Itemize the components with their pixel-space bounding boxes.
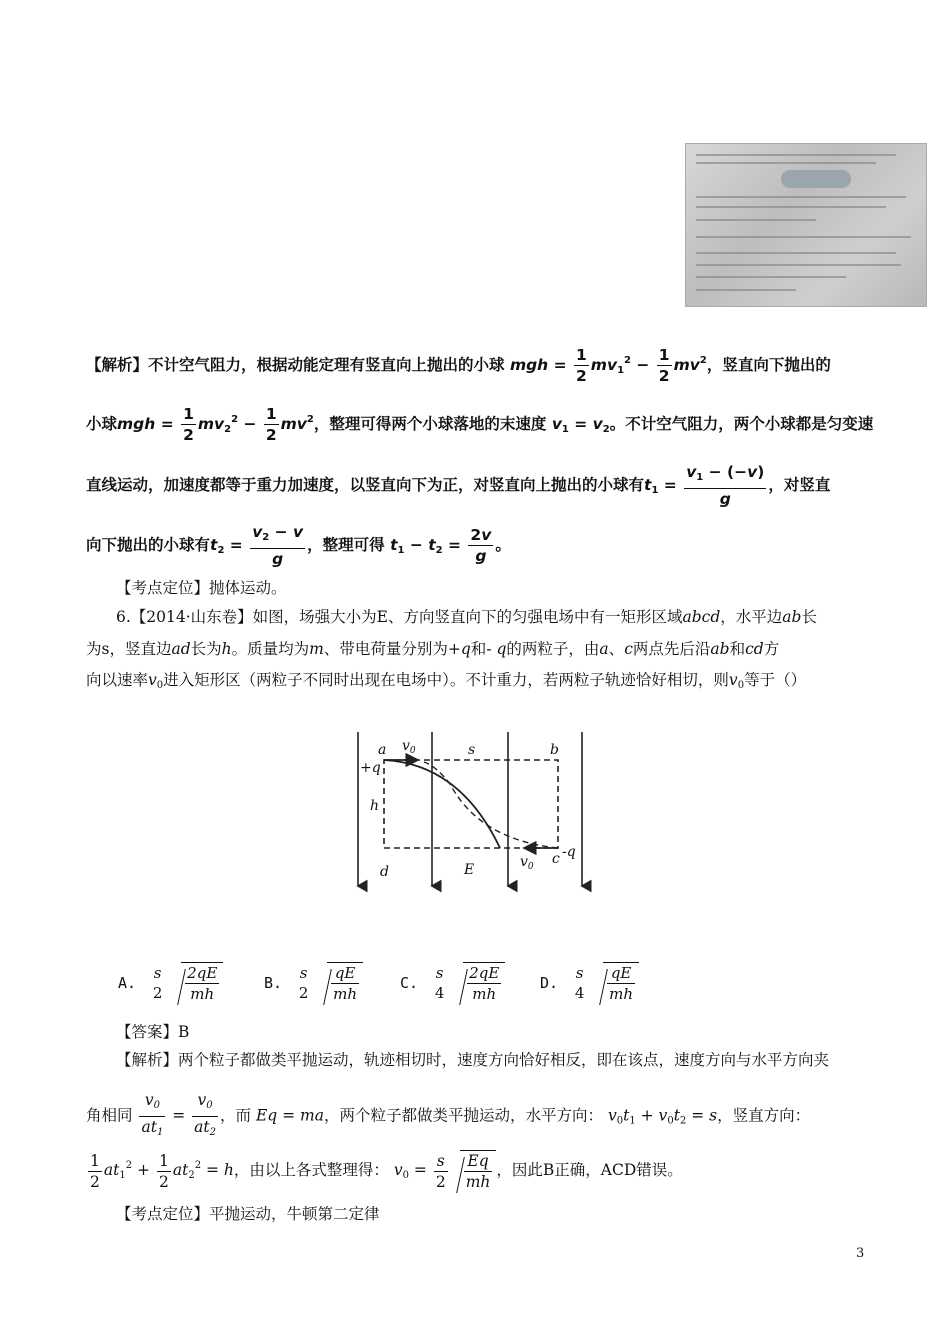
label-s: s — [468, 742, 476, 758]
option-c[interactable]: C. s 4 $\frac{2qE}{mh}$ — [400, 962, 505, 1004]
option-b[interactable]: B. s 2 $\frac{qE}{mh}$ — [264, 962, 363, 1004]
label-d: d — [380, 864, 389, 880]
analysis2-line-3: $\frac{1}{2}$ $at_1^2$ + $\frac{1}{2}$ $at_2^2 = h$，由以上各式整理得： $v_0$ = $\frac{s}{2}$ $\frac{Eq}{mh}$ ，因此B正确，ACD错误。 — [90, 1151, 683, 1191]
label-h: h — [370, 798, 380, 814]
analysis-line-3: 直线运动，加速度都等于重力加速度，以竖直向下为正，对竖直向上抛出的小球有$t_1$ = $\frac{v_1 - (-v)}{g}$ ，对竖直 — [86, 463, 831, 508]
trajectory-plus — [384, 760, 500, 848]
label-b: b — [550, 742, 559, 758]
analysis2-line-2: 角相同 $\frac{v_0}{at_1}$ = $\frac{v_0}{at_2}$ ，而 Eq = ma，两个粒子都做类平抛运动，水平方向： $v_0t_1 + v_0t_2 = s$，竖直方向： — [86, 1091, 811, 1138]
trajectory-minus — [424, 762, 558, 848]
question-6-line-3: 向以速率$v_0$进入矩形区（两粒子不同时出现在电场中）。不计重力，若两粒子轨迹恰好相切，则$v_0$等于（） — [86, 671, 807, 691]
key-point-2: 【考点定位】平抛运动，牛顿第二定律 — [116, 1205, 380, 1223]
label-minus-q: -q — [562, 844, 576, 860]
option-a[interactable]: A. s 2 $\frac{2qE}{mh}$ — [118, 962, 223, 1004]
label-a: a — [378, 742, 387, 758]
logo-icon — [781, 170, 851, 188]
key-point-1: 【考点定位】抛体运动。 — [116, 579, 287, 597]
analysis2-line-1: 【解析】两个粒子都做类平抛运动，轨迹相切时，速度方向恰好相反，即在该点，速度方向与水平方向夹 — [116, 1051, 830, 1069]
label-E: E — [464, 862, 475, 878]
label-v0-top: $v_0$ — [402, 738, 416, 756]
question-6-line-2: 为s，竖直边ad长为h。质量均为m、带电荷量分别为+q和- q的两粒子，由a、c两点先后沿ab和cd方 — [86, 640, 780, 658]
question-6-line-1: 6.【2014·山东卷】如图，场强大小为E、方向竖直向下的匀强电场中有一矩形区域abcd，水平边ab长 — [116, 608, 817, 626]
exam-paper-photo — [685, 143, 927, 307]
answer-line: 【答案】B — [116, 1023, 190, 1041]
label-c: c — [552, 851, 560, 867]
electric-field-figure — [340, 728, 600, 894]
page-number: 3 — [856, 1246, 865, 1261]
analysis-line-1: 【解析】不计空气阻力，根据动能定理有竖直向上抛出的小球 mgh = $\frac{1}{2}$ $mv_1^2$ − $\frac{1}{2}$ $mv^2$，竖直向下抛出的 — [86, 346, 831, 385]
option-d[interactable]: D. s 4 $\frac{qE}{mh}$ — [540, 962, 639, 1004]
label-v0-bottom: $v_0$ — [520, 854, 534, 872]
analysis-line-2: 小球mgh = $\frac{1}{2}$ $mv_2^2$ − $\frac{1}{2}$ $mv^2$，整理可得两个小球落地的末速度 $v_1 = v_2$。不计空气阻力，两个小球都是匀变速 — [86, 405, 874, 444]
label-plus-q: +q — [360, 760, 381, 776]
analysis-line-4: 向下抛出的小球有$t_2$ = $\frac{v_2 - v}{g}$ ，整理可得 $t_1 - t_2$ = $\frac{2v}{g}$ 。 — [86, 523, 511, 568]
